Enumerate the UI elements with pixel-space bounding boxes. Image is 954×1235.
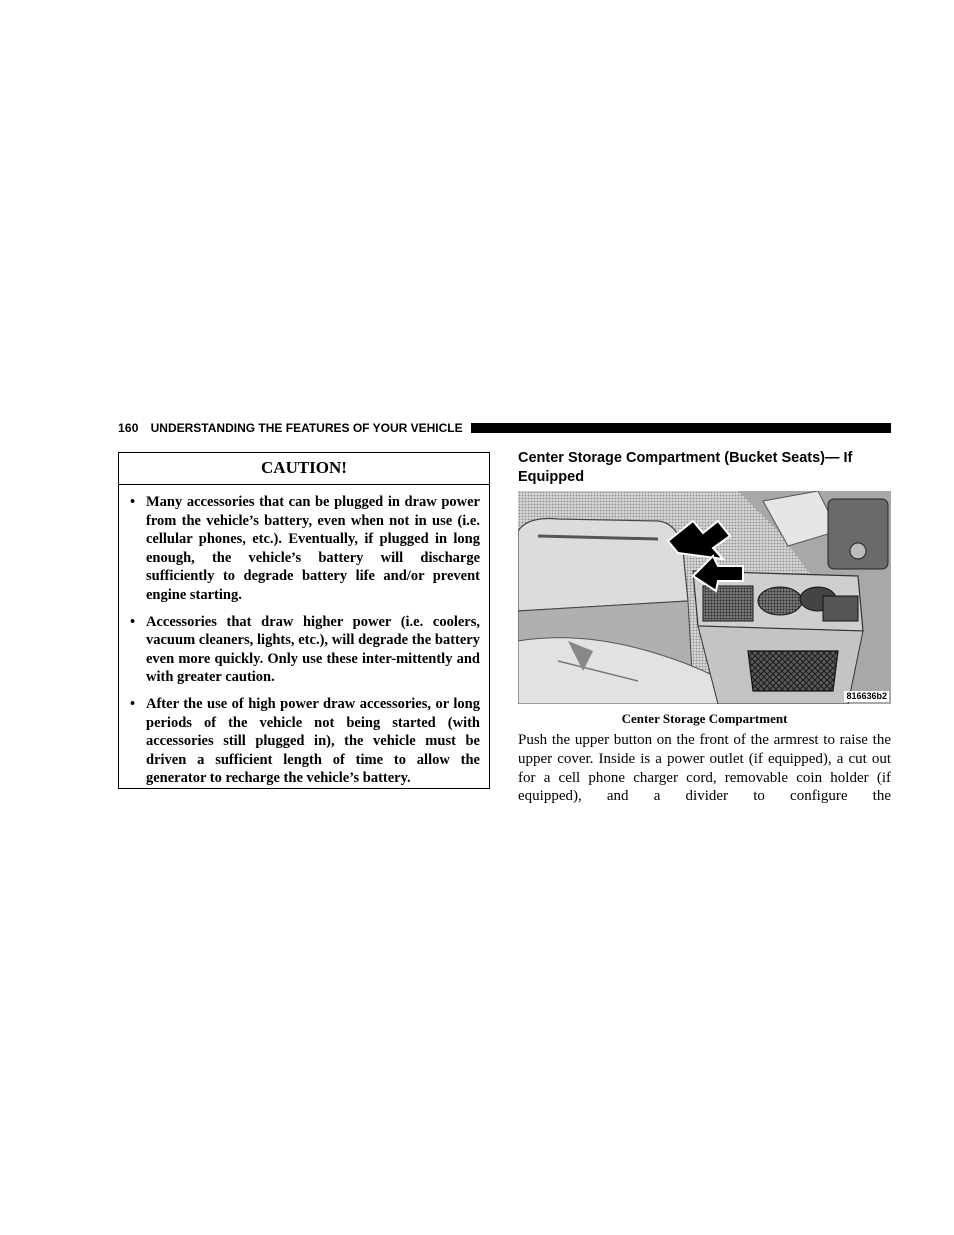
bullet-icon: • [130, 613, 136, 630]
caution-item-text: After the use of high power draw accessories, or long periods of the vehicle not being started (with accessories still plugged in), the vehicle must be driven a sufficient length of time to allow the generator to recharge the vehicle’s battery. [146, 695, 480, 787]
center-storage-figure [518, 491, 891, 704]
figure-caption: Center Storage Compartment [621, 711, 788, 726]
caution-item [129, 493, 480, 605]
caution-item-text: Accessories that draw higher power (i.e. coolers, vacuum cleaners, lights, etc.), will degrade the battery even more quickly. Only use these inter-mittently and with greater caution. [146, 613, 480, 686]
bullet-icon: • [130, 494, 136, 510]
page-number: 160 [118, 421, 139, 435]
caution-title: CAUTION! [119, 453, 489, 485]
header-rule [471, 423, 891, 433]
page-header [118, 420, 891, 436]
body-paragraph: Push the upper button on the front of the armrest to raise the upper cover. Inside is a power outlet (if equipped), a cut out for a cell phone charger cord, removable coin holder (if equipped), and a divider to configure the [518, 732, 891, 805]
center-storage-illustration [518, 491, 891, 704]
caution-box [118, 452, 490, 789]
figure-id-label: 816636b2 [846, 691, 887, 701]
caution-list [119, 485, 489, 788]
section-title: UNDERSTANDING THE FEATURES OF YOUR VEHICLE [150, 421, 463, 435]
caution-item [129, 613, 480, 687]
bullet-icon: • [130, 695, 136, 712]
caution-item-text: Many accessories that can be plugged in draw power from the vehicle’s battery, even when not in use (i.e. cellular phones, etc.). Eventually, if plugged in long enough, the vehicle’s battery will discharge sufficiently to degrade battery life and/or prevent engine starting. [146, 494, 480, 603]
section-heading: Center Storage Compartment (Bucket Seats)— If Equipped [518, 450, 853, 485]
right-column [518, 449, 891, 486]
caution-item [129, 695, 480, 788]
